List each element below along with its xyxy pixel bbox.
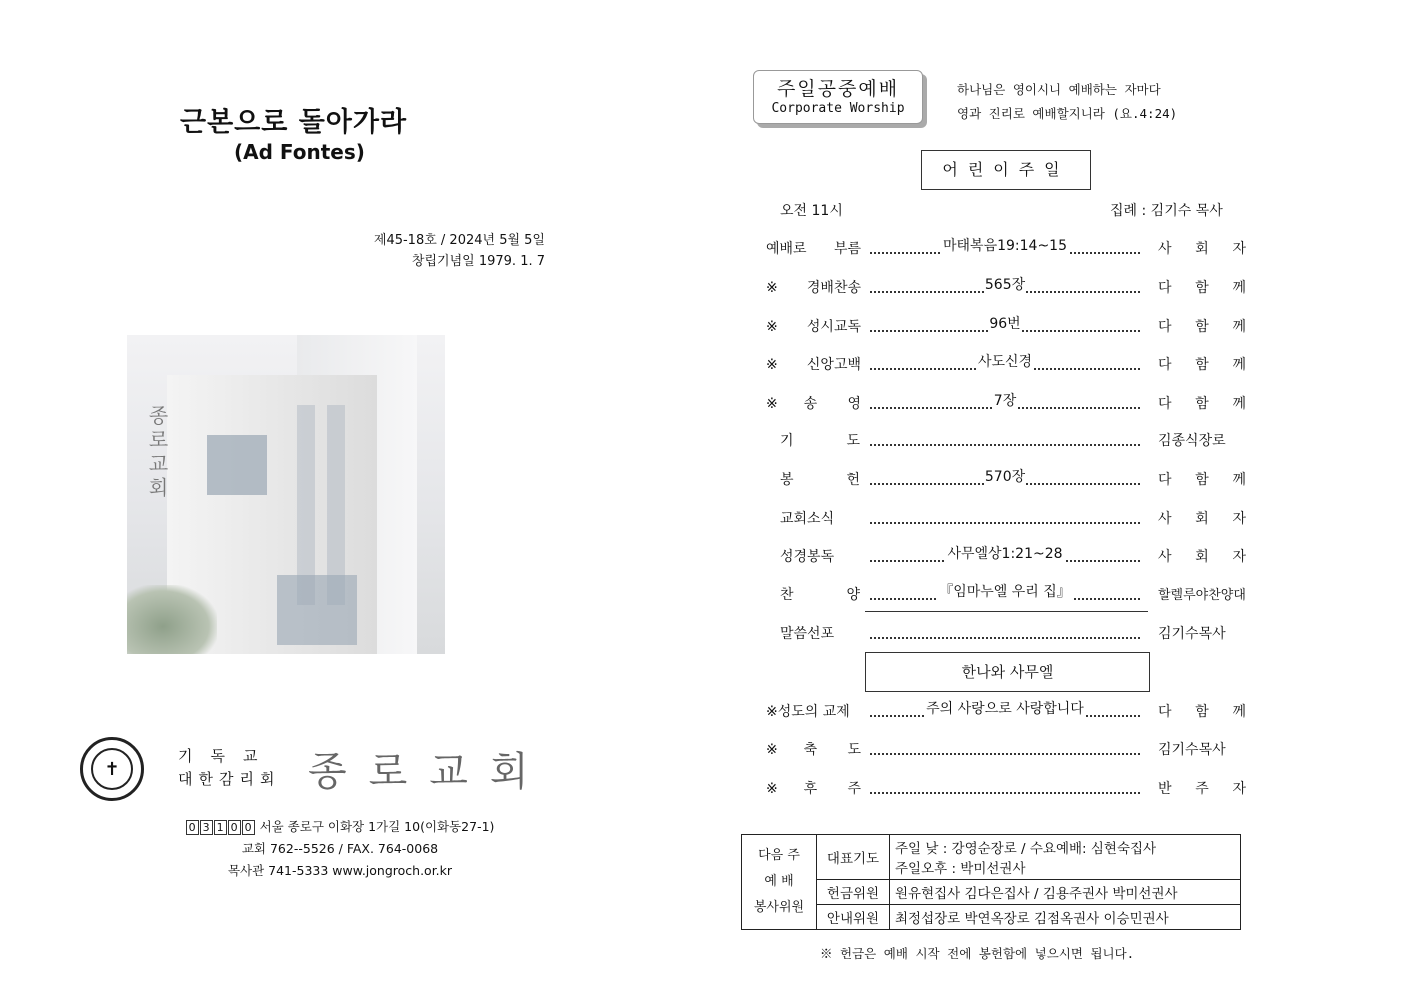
order-leader: 다 함 께 (1158, 396, 1246, 412)
order-leader: 다 함 께 (1158, 357, 1246, 373)
order-leader: 사 회 자 (1158, 549, 1246, 565)
order-content: 『임마누엘 우리 집』 (870, 584, 1140, 600)
volunteer-names: 최정섭장로 박연옥장로 김점옥권사 이승민권사 (890, 905, 1241, 930)
volunteer-names: 주일 낮 : 강영순장로 / 수요예배: 심현숙집사 주일오후 : 박미선권사 (890, 835, 1241, 880)
offering-note: ※ 헌금은 예배 시작 전에 봉헌함에 넣으시면 됩니다. (820, 946, 1135, 961)
order-label: ※성도의 교제 (766, 704, 850, 720)
order-label: ※축 도 (766, 742, 861, 758)
order-content (870, 739, 1140, 755)
table-row (742, 905, 1241, 930)
bulletin-subtitle: (Ad Fontes) (234, 140, 365, 164)
verse-line: 영과 진리로 예배할지니라 (요.4:24) (957, 106, 1178, 121)
volunteer-category: 안내위원 (817, 905, 890, 930)
zip-code: 0 3 1 0 0 (186, 819, 256, 834)
order-row (766, 430, 1252, 450)
order-label: 성경봉독 (780, 549, 835, 565)
order-content: 사무엘상1:21~28 (870, 546, 1140, 562)
worship-title-ko: 주일공중예배 (776, 78, 900, 100)
order-leader: 다 함 께 (1158, 704, 1246, 720)
order-content (870, 508, 1140, 524)
order-leader: 다 함 께 (1158, 472, 1246, 488)
order-label: ※성시교독 (766, 319, 861, 335)
order-label: 찬 양 (780, 587, 860, 603)
order-leader: 김기수목사 (1158, 626, 1226, 642)
order-row (766, 508, 1252, 528)
officiant: 집례 : 김기수 목사 (1110, 203, 1223, 219)
order-content (870, 623, 1140, 639)
volunteer-category: 헌금위원 (817, 880, 890, 905)
order-row (766, 778, 1252, 798)
service-time: 오전 11시 (780, 203, 843, 219)
order-row (766, 701, 1252, 721)
worship-title-box (753, 70, 923, 124)
table-row (742, 835, 1241, 880)
street-address: 서울 종로구 이화장 1가길 10(이화동27-1) (259, 819, 495, 834)
order-content: 565장 (870, 277, 1140, 293)
address-line (175, 816, 505, 838)
order-row (766, 277, 1252, 297)
order-content: 주의 사랑으로 사랑합니다 (870, 701, 1140, 717)
order-leader: 김기수목사 (1158, 742, 1226, 758)
sermon-title: 한나와 사무엘 (865, 652, 1150, 692)
order-row (766, 623, 1252, 643)
order-label: ※후 주 (766, 781, 861, 797)
order-leader: 다 함 께 (1158, 319, 1246, 335)
table-row (742, 880, 1241, 905)
order-label: 기 도 (780, 433, 860, 449)
order-row (766, 584, 1252, 604)
order-label: ※경배찬송 (766, 280, 861, 296)
denomination-line1: 기독교 (178, 747, 276, 765)
special-day-box: 어린이주일 (921, 150, 1091, 190)
order-content (870, 778, 1140, 794)
issue-line: 제45-18호 / 2024년 5월 5일 (373, 233, 545, 248)
denomination (178, 745, 280, 791)
volunteer-category: 대표기도 (817, 835, 890, 880)
scripture-verse (957, 78, 1177, 126)
methodist-logo-icon (80, 737, 144, 801)
order-leader: 반 주 자 (1158, 781, 1246, 797)
order-label: 교회소식 (780, 511, 835, 527)
order-row (766, 238, 1252, 258)
order-label: ※신앙고백 (766, 357, 861, 373)
cross-flame-icon: ✝ (91, 748, 133, 790)
order-label: 말씀선포 (780, 626, 835, 642)
building-sign: 종로교회 (145, 405, 169, 501)
order-leader: 사 회 자 (1158, 511, 1246, 527)
tree (127, 585, 217, 654)
order-row (766, 354, 1252, 374)
worship-title-en: Corporate Worship (771, 101, 905, 116)
order-leader: 다 함 께 (1158, 280, 1246, 296)
divider (865, 611, 1148, 612)
next-week-volunteers-table (741, 834, 1241, 930)
table-header-cell: 다음 주 예 배 봉사위원 (742, 835, 817, 930)
church-address (175, 816, 505, 882)
issue-info (300, 230, 545, 272)
order-leader: 김종식장로 (1158, 433, 1226, 449)
order-label: 예배로 부름 (766, 241, 861, 257)
order-label: 봉 헌 (780, 472, 860, 488)
founding-line: 창립기념일 1979. 1. 7 (411, 254, 545, 269)
phone-line: 교회 762--5526 / FAX. 764-0068 (241, 841, 439, 856)
order-content: 마태복음19:14~15 (870, 238, 1140, 254)
order-row (766, 316, 1252, 336)
verse-line: 하나님은 영이시니 예배하는 자마다 (957, 82, 1161, 97)
order-label: ※송 영 (766, 396, 861, 412)
order-leader: 할렐루야찬양대 (1158, 588, 1246, 603)
pastor-line: 목사관 741-5333 www.jongroch.or.kr (227, 863, 453, 878)
order-content: 96번 (870, 316, 1140, 332)
order-content: 7장 (870, 393, 1140, 409)
order-leader: 사 회 자 (1158, 241, 1246, 257)
order-content (870, 430, 1140, 446)
bulletin-title: 근본으로 돌아가라 (180, 107, 408, 138)
volunteer-names: 원유현집사 김다은집사 / 김용주권사 박미선권사 (890, 880, 1241, 905)
denomination-line2: 대한감리회 (178, 770, 281, 788)
order-content: 570장 (870, 469, 1140, 485)
church-building-photo (127, 335, 445, 654)
order-row (766, 393, 1252, 413)
order-row (766, 469, 1252, 489)
church-name: 종로교회 (308, 749, 551, 795)
order-row (766, 546, 1252, 566)
order-row (766, 739, 1252, 759)
order-content: 사도신경 (870, 354, 1140, 370)
